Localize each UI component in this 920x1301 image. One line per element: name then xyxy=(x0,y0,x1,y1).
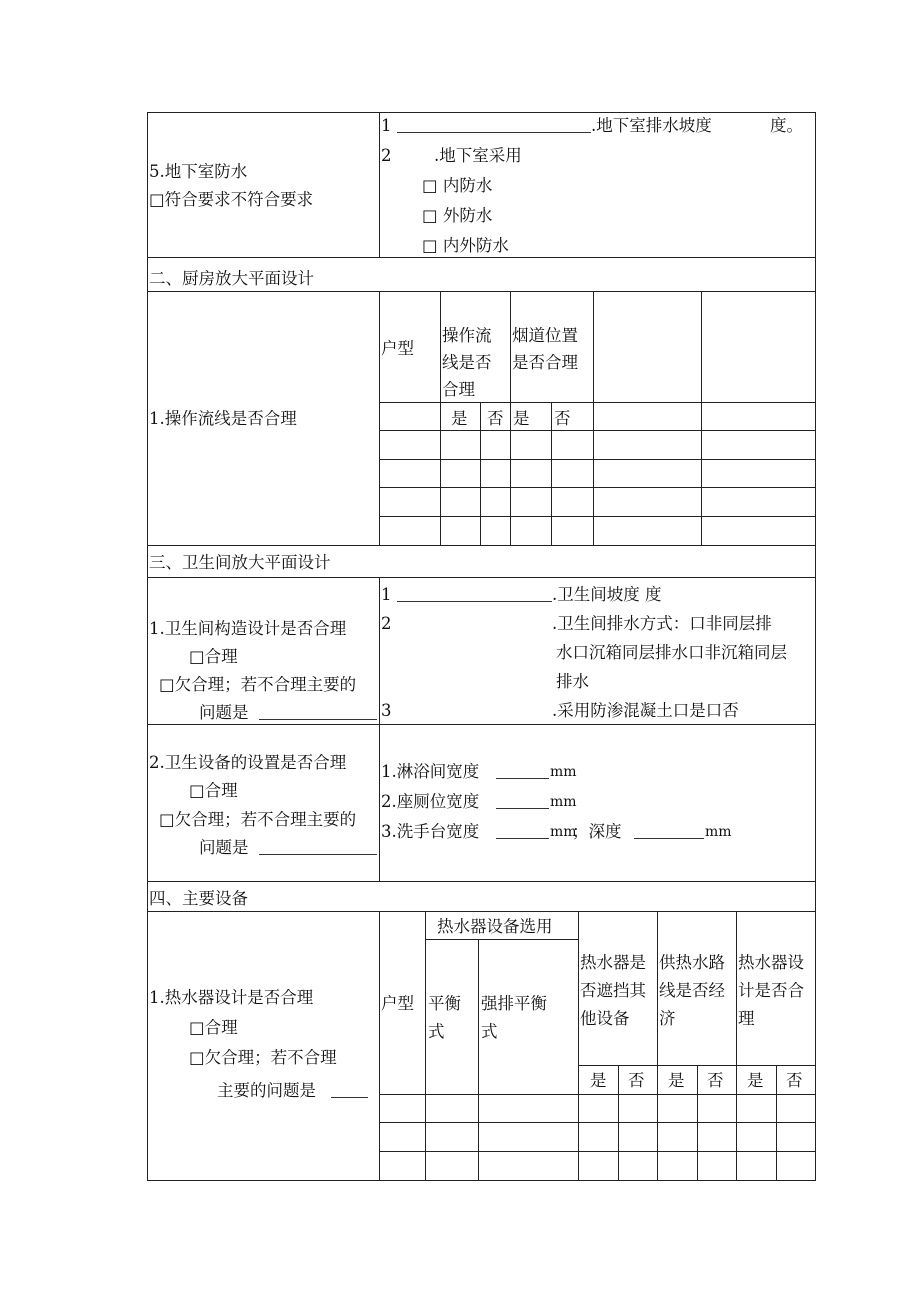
basin-depth-blank[interactable] xyxy=(634,823,704,839)
kitchen-col-flow-2: 线是否 xyxy=(442,353,492,372)
bath-concrete: .采用防渗混凝土口是口否 xyxy=(552,701,739,720)
basement-title: 5.地下室防水 xyxy=(149,162,248,181)
kitchen-flow-yes: 是 xyxy=(451,409,468,428)
basin-width-blank[interactable] xyxy=(496,823,549,839)
bath-blank-1[interactable] xyxy=(397,586,552,602)
bath-n3: 3 xyxy=(381,701,392,720)
basement-compliance-checkbox[interactable]: □符合要求不符合要求 xyxy=(149,190,314,209)
heater-pipe-yes: 是 xyxy=(668,1071,685,1090)
kitchen-col-type: 户型 xyxy=(381,339,414,358)
heater-ok-checkbox[interactable]: □合理 xyxy=(189,1018,238,1037)
bath-drain-line2: 水口沉箱同层排水口非沉箱同层 xyxy=(556,643,787,662)
heater-col-forced-2: 式 xyxy=(481,1022,498,1041)
basement-line2-num: 2 xyxy=(381,146,392,165)
heater-bad-checkbox[interactable]: □欠合理；若不合理 xyxy=(189,1048,337,1067)
heater-col-block-1: 热水器是 xyxy=(580,953,646,972)
kitchen-heading: 二、厨房放大平面设计 xyxy=(149,269,314,288)
basin-depth-unit: mm xyxy=(705,824,732,840)
heater-col-block-2: 否遮挡其 xyxy=(580,981,646,1000)
bath-construction-issue-blank[interactable] xyxy=(259,704,377,720)
bath-fixture-bad-checkbox[interactable]: □欠合理；若不合理主要的 xyxy=(159,810,357,829)
basement-blank-1[interactable] xyxy=(397,117,591,133)
bath-construction-issue-label: 问题是 xyxy=(199,703,249,722)
toilet-width-unit: mm xyxy=(550,794,577,810)
heater-design-yes: 是 xyxy=(747,1071,764,1090)
bath-construction-bad-checkbox[interactable]: □欠合理；若不合理主要的 xyxy=(159,675,357,694)
heater-design-no: 否 xyxy=(786,1071,803,1090)
heater-block-no: 否 xyxy=(628,1071,645,1090)
option-inner-outer-waterproof[interactable]: □ 内外防水 xyxy=(422,236,509,255)
heater-title: 1.热水器设计是否合理 xyxy=(149,988,314,1007)
heater-pipe-no: 否 xyxy=(707,1071,724,1090)
option-inner-waterproof[interactable]: □ 内防水 xyxy=(422,176,493,195)
bath-construction-title: 1.卫生间构造设计是否合理 xyxy=(149,619,347,638)
heater-col-type: 户型 xyxy=(381,994,414,1013)
bath-drain-line1: .卫生间排水方式：口非同层排 xyxy=(552,614,772,633)
bath-construction-ok-checkbox[interactable]: □合理 xyxy=(189,647,238,666)
bath-fixture-issue-label: 问题是 xyxy=(199,838,249,857)
toilet-width-label: 2.座厕位宽度 xyxy=(381,792,480,811)
kitchen-flue-no: 否 xyxy=(554,409,571,428)
heater-issue-blank[interactable] xyxy=(331,1082,368,1098)
heater-col-select: 热水器设备选用 xyxy=(437,917,553,936)
kitchen-item1: 1.操作流线是否合理 xyxy=(149,409,297,428)
heater-col-design-2: 计是否合 xyxy=(738,981,804,1000)
option-outer-waterproof[interactable]: □ 外防水 xyxy=(422,206,493,225)
heater-col-pipe-2: 线是否经 xyxy=(659,981,725,1000)
basin-width-unit: mm xyxy=(550,824,577,840)
heater-col-pipe-3: 济 xyxy=(659,1009,676,1028)
bath-fixture-ok-checkbox[interactable]: □合理 xyxy=(189,781,238,800)
kitchen-flow-no: 否 xyxy=(487,409,504,428)
basement-slope-unit: 度。 xyxy=(770,116,803,135)
kitchen-col-flow-3: 合理 xyxy=(442,380,475,399)
heater-col-balance-2: 式 xyxy=(428,1022,445,1041)
basin-width-label: 3.洗手台宽度 xyxy=(381,822,480,841)
shower-width-unit: mm xyxy=(550,764,577,780)
heater-col-design-1: 热水器设 xyxy=(738,953,804,972)
heater-block-yes: 是 xyxy=(590,1071,607,1090)
shower-width-label: 1.淋浴间宽度 xyxy=(381,762,480,781)
bath-drain-line3: 排水 xyxy=(556,672,589,691)
basin-depth-label: ；深度 xyxy=(572,822,622,841)
heater-col-pipe-1: 供热水路 xyxy=(659,953,725,972)
shower-width-blank[interactable] xyxy=(496,763,549,779)
bath-fixture-issue-blank[interactable] xyxy=(259,839,377,855)
bath-n1: 1 xyxy=(381,585,392,604)
basement-slope-label: .地下室排水坡度 xyxy=(591,116,712,135)
equip-heading: 四、主要设备 xyxy=(149,889,248,908)
toilet-width-blank[interactable] xyxy=(496,793,549,809)
heater-col-forced-1: 强排平衡 xyxy=(481,994,547,1013)
kitchen-col-flue-1: 烟道位置 xyxy=(512,326,578,345)
basement-line1-num: 1 xyxy=(381,116,392,135)
basement-method-label: .地下室采用 xyxy=(434,146,522,165)
kitchen-flue-yes: 是 xyxy=(513,409,530,428)
heater-issue-label: 主要的问题是 xyxy=(217,1081,316,1100)
heater-col-balance-1: 平衡 xyxy=(428,994,461,1013)
bath-heading: 三、卫生间放大平面设计 xyxy=(149,553,331,572)
bath-fixture-title: 2.卫生设备的设置是否合理 xyxy=(149,753,347,772)
kitchen-col-flue-2: 是否合理 xyxy=(512,353,578,372)
kitchen-col-flow-1: 操作流 xyxy=(442,326,492,345)
bath-slope: .卫生间坡度 度 xyxy=(552,585,662,604)
heater-col-design-3: 理 xyxy=(738,1009,755,1028)
bath-n2: 2 xyxy=(381,614,392,633)
heater-col-block-3: 他设备 xyxy=(580,1009,630,1028)
